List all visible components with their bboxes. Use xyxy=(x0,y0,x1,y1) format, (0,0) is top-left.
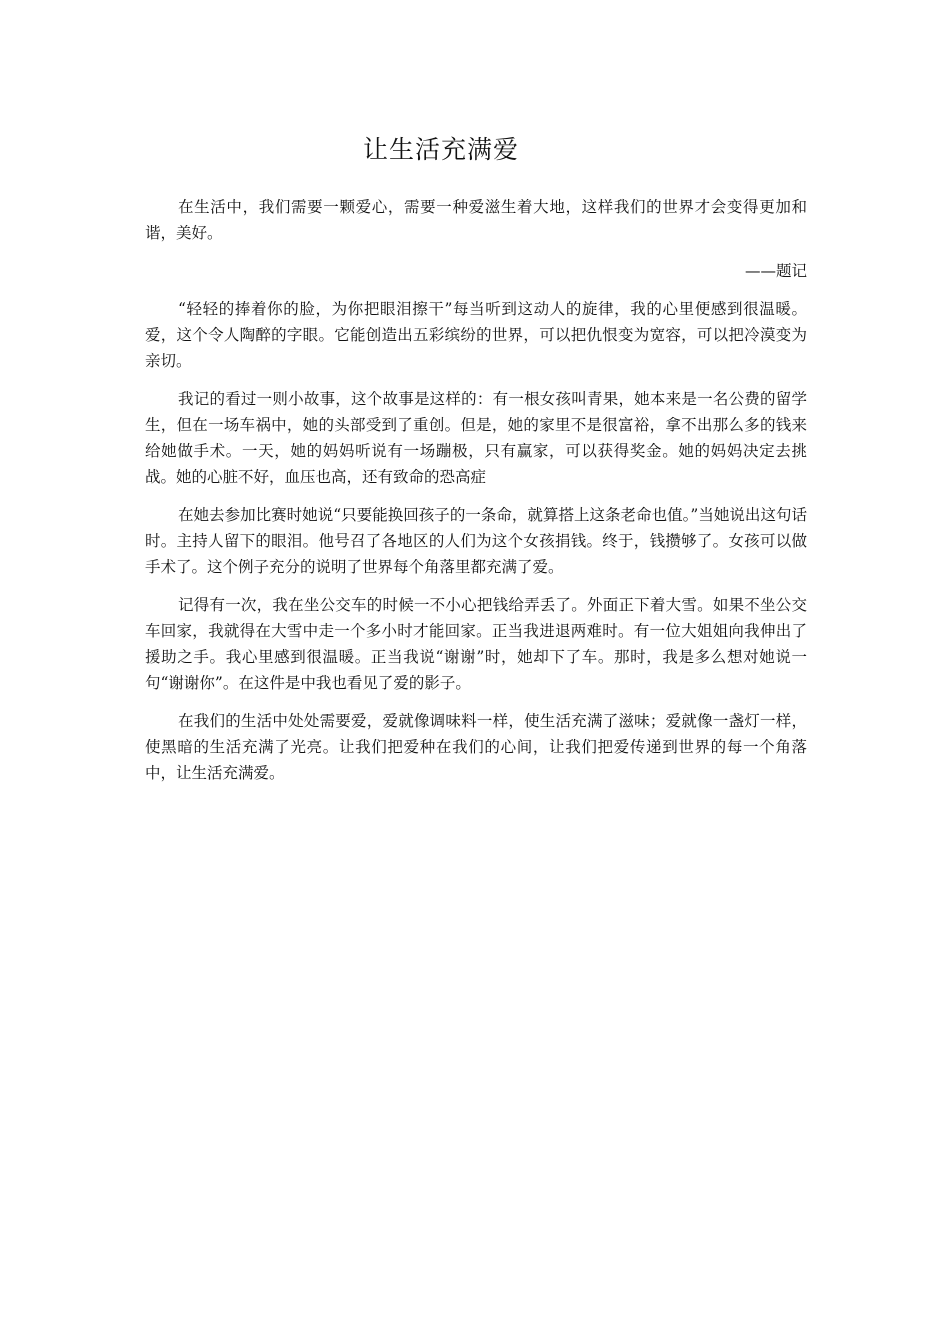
document-title: 让生活充满爱 xyxy=(363,135,520,164)
body-paragraph-5: 在我们的生活中处处需要爱，爱就像调味料一样，使生活充满了滋味；爱就像一盏灯一样，使黑暗的生活充满了光亮。让我们把爱种在我们的心间，让我们把爱传递到世界的每一个角落中，让生活充满爱。 xyxy=(145,712,807,782)
body-paragraph-4: 记得有一次，我在坐公交车的时候一不小心把钱给弄丢了。外面正下着大雪。如果不坐公交车回家，我就得在大雪中走一个多小时才能回家。正当我进退两难时。有一位大姐姐向我伸出了援助之手。我心里感到很温暖。正当我说“谢谢”时，她却下了车。那时，我是多么想对她说一句“谢谢你”。在这件是中我也看见了爱的影子。 xyxy=(145,596,807,692)
epigraph-attribution: ——题记 xyxy=(744,262,807,280)
body-paragraph-1: “轻轻的捧着你的脸，为你把眼泪擦干”每当听到这动人的旋律，我的心里便感到很温暖。爱，这个令人陶醉的字眼。它能创造出五彩缤纷的世界，可以把仇恨变为宽容，可以把冷漠变为亲切。 xyxy=(145,300,807,370)
body-paragraph-3: 在她去参加比赛时她说“只要能换回孩子的一条命，就算搭上这条老命也值。”当她说出这句话时。主持人留下的眼泪。他号召了各地区的人们为这个女孩捐钱。终于，钱攒够了。女孩可以做手术了。这个例子充分的说明了世界每个角落里都充满了爱。 xyxy=(145,506,807,576)
epigraph-paragraph: 在生活中，我们需要一颗爱心，需要一种爱滋生着大地，这样我们的世界才会变得更加和谐，美好。 xyxy=(145,198,807,242)
document-body xyxy=(145,128,807,798)
body-paragraph-2: 我记的看过一则小故事，这个故事是这样的：有一根女孩叫青果，她本来是一名公费的留学生，但在一场车祸中，她的头部受到了重创。但是，她的家里不是很富裕，拿不出那么多的钱来给她做手术。一天，她的妈妈听说有一场蹦极，只有赢家，可以获得奖金。她的妈妈决定去挑战。她的心脏不好，血压也高，还有致命的恐高症 xyxy=(145,390,807,486)
